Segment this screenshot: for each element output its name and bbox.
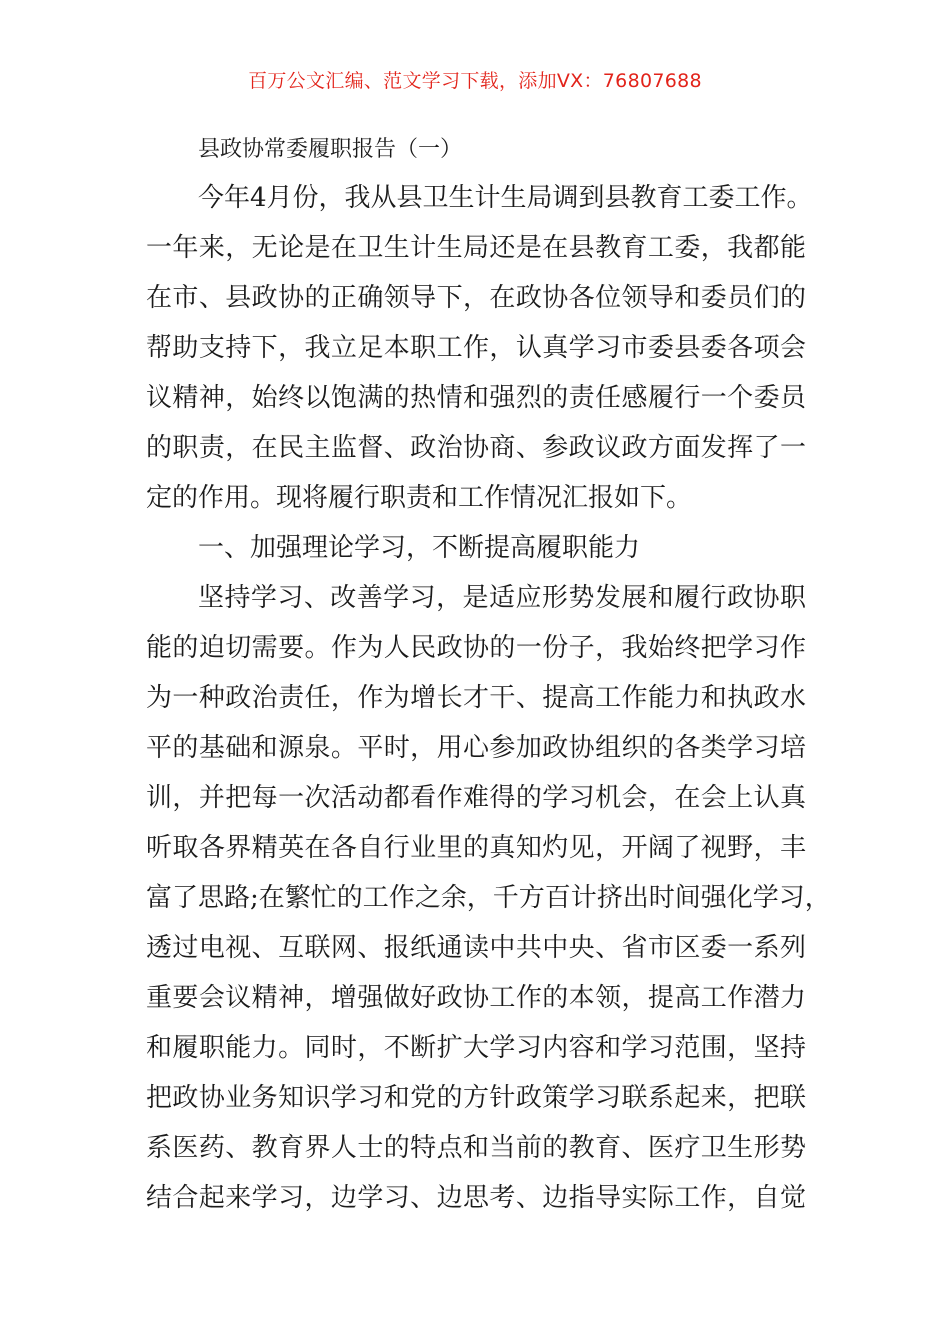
text-line: 能的迫切需要。作为人民政协的一份子，我始终把学习作 bbox=[146, 633, 806, 663]
paragraph-study bbox=[146, 573, 831, 1223]
section-heading-text: 一、加强理论学习，不断提高履职能力 bbox=[198, 533, 641, 563]
text-line: 富了思路;在繁忙的工作之余，千方百计挤出时间强化学习， bbox=[146, 883, 831, 913]
text-line: 结合起来学习，边学习、边思考、边指导实际工作，自觉 bbox=[146, 1183, 806, 1213]
section-heading bbox=[146, 523, 806, 573]
text-line: 的职责，在民主监督、政治协商、参政议政方面发挥了一 bbox=[146, 433, 806, 463]
document-title: 县政协常委履职报告（一） bbox=[198, 137, 463, 162]
text-line: 今年4月份，我从县卫生计生局调到县教育工委工作。 bbox=[198, 183, 813, 213]
document-body bbox=[146, 127, 831, 1223]
text-line: 在市、县政协的正确领导下，在政协各位领导和委员们的 bbox=[146, 283, 806, 313]
paragraph-intro bbox=[146, 173, 813, 523]
text-line: 听取各界精英在各自行业里的真知灼见，开阔了视野，丰 bbox=[146, 833, 806, 863]
text-line: 系医药、教育界人士的特点和当前的教育、医疗卫生形势 bbox=[146, 1133, 806, 1163]
text-line: 为一种政治责任，作为增长才干、提高工作能力和执政水 bbox=[146, 683, 806, 713]
text-line: 坚持学习、改善学习，是适应形势发展和履行政协职 bbox=[198, 583, 806, 613]
text-line: 定的作用。现将履行职责和工作情况汇报如下。 bbox=[146, 483, 693, 513]
text-line: 平的基础和源泉。平时，用心参加政协组织的各类学习培 bbox=[146, 733, 806, 763]
text-line: 把政协业务知识学习和党的方针政策学习联系起来，把联 bbox=[146, 1083, 806, 1113]
text-line: 透过电视、互联网、报纸通读中共中央、省市区委一系列 bbox=[146, 933, 806, 963]
text-line: 训，并把每一次活动都看作难得的学习机会，在会上认真 bbox=[146, 783, 806, 813]
text-line: 一年来，无论是在卫生计生局还是在县教育工委，我都能 bbox=[146, 233, 806, 263]
text-line: 和履职能力。同时，不断扩大学习内容和学习范围，坚持 bbox=[146, 1033, 806, 1063]
download-banner: 百万公文汇编、范文学习下载，添加VX：76807688 bbox=[248, 70, 702, 92]
text-line: 议精神，始终以饱满的热情和强烈的责任感履行一个委员 bbox=[146, 383, 806, 413]
text-line: 重要会议精神，增强做好政协工作的本领，提高工作潜力 bbox=[146, 983, 806, 1013]
text-line: 帮助支持下，我立足本职工作，认真学习市委县委各项会 bbox=[146, 333, 806, 363]
